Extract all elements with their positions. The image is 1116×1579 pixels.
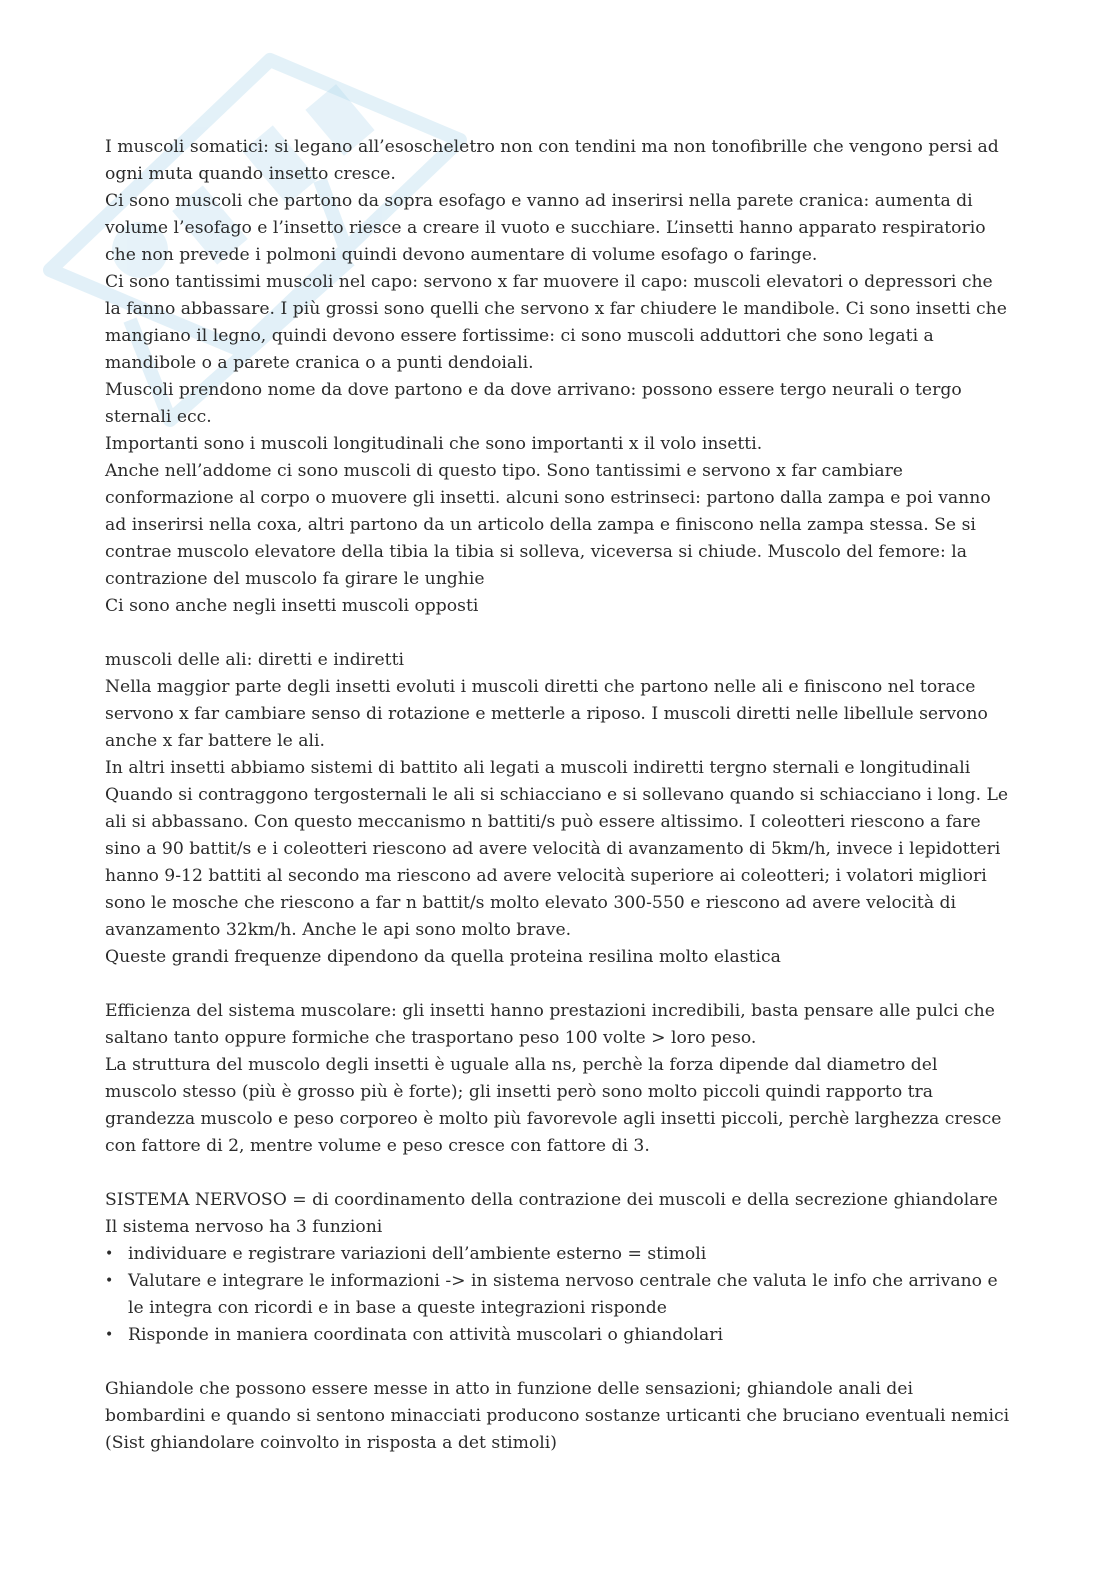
- section-muscoli-ali: [105, 647, 1010, 971]
- paragraph: Efficienza del sistema muscolare: gli insetti hanno prestazioni incredibili, basta pensare alle pulci che saltano tanto oppure formiche che trasportano peso 100 volte > loro peso.: [105, 1001, 995, 1048]
- bullet-icon: •: [105, 1327, 114, 1343]
- list-item: [105, 1322, 1010, 1349]
- paragraph: Ci sono anche negli insetti muscoli opposti: [105, 596, 479, 616]
- paragraph-gap: [105, 620, 1010, 647]
- paragraph: I muscoli somatici: si legano all’esoscheletro non con tendini ma non tonofibrille che vengono persi ad ogni muta quando insetto cresce.: [105, 137, 999, 184]
- paragraph-gap: [105, 971, 1010, 998]
- paragraph-gap: [105, 1349, 1010, 1376]
- list-item-text: Valutare e integrare le informazioni -> in sistema nervoso centrale che valuta le info che arrivano e le integra con ricordi e in base a queste integrazioni risponde: [128, 1271, 998, 1318]
- document-body: [105, 134, 1010, 1457]
- paragraph: Nella maggior parte degli insetti evoluti i muscoli diretti che partono nelle ali e finiscono nel torace servono x far cambiare senso di rotazione e metterle a riposo. I muscoli diretti nelle libellule servono anche x far battere le ali.: [105, 677, 988, 751]
- paragraph: La struttura del muscolo degli insetti è uguale alla ns, perchè la forza dipende dal diametro del muscolo stesso (più è grosso più è forte); gli insetti però sono molto piccoli quindi rapporto tra grandezza muscolo e peso corporeo è molto più favorevole agli insetti piccoli, perchè larghezza cresce con fattore di 2, mentre volume e peso cresce con fattore di 3.: [105, 1055, 1002, 1156]
- paragraph: Importanti sono i muscoli longitudinali che sono importanti x il volo insetti.: [105, 434, 763, 454]
- paragraph: In altri insetti abbiamo sistemi di battito ali legati a muscoli indiretti tergno sternali e longitudinali: [105, 758, 971, 778]
- bullet-icon: •: [105, 1273, 114, 1289]
- paragraph: Ghiandole che possono essere messe in atto in funzione delle sensazioni; ghiandole anali dei bombardini e quando si sentono minacciati producono sostanze urticanti che bruciano eventuali nemici (Sist ghiandolare coinvolto in risposta a det stimoli): [105, 1379, 1010, 1453]
- bullet-icon: •: [105, 1246, 114, 1262]
- list-item-text: individuare e registrare variazioni dell’ambiente esterno = stimoli: [128, 1244, 707, 1264]
- section-ghiandole: [105, 1376, 1010, 1457]
- paragraph-gap: [105, 1160, 1010, 1187]
- paragraph: Queste grandi frequenze dipendono da quella proteina resilina molto elastica: [105, 947, 781, 967]
- paragraph: Ci sono muscoli che partono da sopra esofago e vanno ad inserirsi nella parete cranica: aumenta di volume l’esofago e l’insetto riesce a creare il vuoto e succhiare. L’insetti hanno apparato respiratorio che non prevede i polmoni quindi devono aumentare di volume esofago o faringe.: [105, 191, 986, 265]
- paragraph: Quando si contraggono tergosternali le ali si schiacciano e si sollevano quando si schiacciano i long. Le ali si abbassano. Con questo meccanismo n battiti/s può essere altissimo. I coleotteri riescono a fare sino a 90 battit/s e i coleotteri riescono ad avere velocità di avanzamento di 5km/h, invece i lepidotteri hanno 9-12 battiti al secondo ma riescono ad avere velocità superiore ai coleotteri; i volatori migliori sono le mosche che riescono a far n battit/s molto elevato 300-550 e riescono ad avere velocità di avanzamento 32km/h. Anche le api sono molto brave.: [105, 785, 1009, 940]
- paragraph: Muscoli prendono nome da dove partono e da dove arrivano: possono essere tergo neurali o tergo sternali ecc.: [105, 380, 962, 427]
- paragraph: Anche nell’addome ci sono muscoli di questo tipo. Sono tantissimi e servono x far cambiare conformazione al corpo o muovere gli insetti. alcuni sono estrinseci: partono dalla zampa e poi vanno ad inserirsi nella coxa, altri partono da un articolo della zampa e finiscono nella zampa stessa. Se si contrae muscolo elevatore della tibia la tibia si solleva, viceversa si chiude. Muscolo del femore: la contrazione del muscolo fa girare le unghie: [105, 461, 991, 589]
- section-efficienza: [105, 998, 1010, 1160]
- paragraph: Ci sono tantissimi muscoli nel capo: servono x far muovere il capo: muscoli elevatori o depressori che la fanno abbassare. I più grossi sono quelli che servono x far chiudere le mandibole. Ci sono insetti che mangiano il legno, quindi devono essere fortissime: ci sono muscoli adduttori che sono legati a mandibole o a parete cranica o a punti dendoiali.: [105, 272, 1007, 373]
- list-item: [105, 1241, 1010, 1268]
- list-item: [105, 1268, 1010, 1322]
- section-heading: muscoli delle ali: diretti e indiretti: [105, 650, 404, 670]
- section-sistema-nervoso: [105, 1187, 1010, 1349]
- bullet-list: [105, 1241, 1010, 1349]
- list-item-text: Risponde in maniera coordinata con attività muscolari o ghiandolari: [128, 1325, 723, 1345]
- section-muscoli-somatici: [105, 134, 1010, 620]
- section-heading: SISTEMA NERVOSO = di coordinamento della contrazione dei muscoli e della secrezione ghiandolare: [105, 1190, 998, 1210]
- paragraph: Il sistema nervoso ha 3 funzioni: [105, 1217, 383, 1237]
